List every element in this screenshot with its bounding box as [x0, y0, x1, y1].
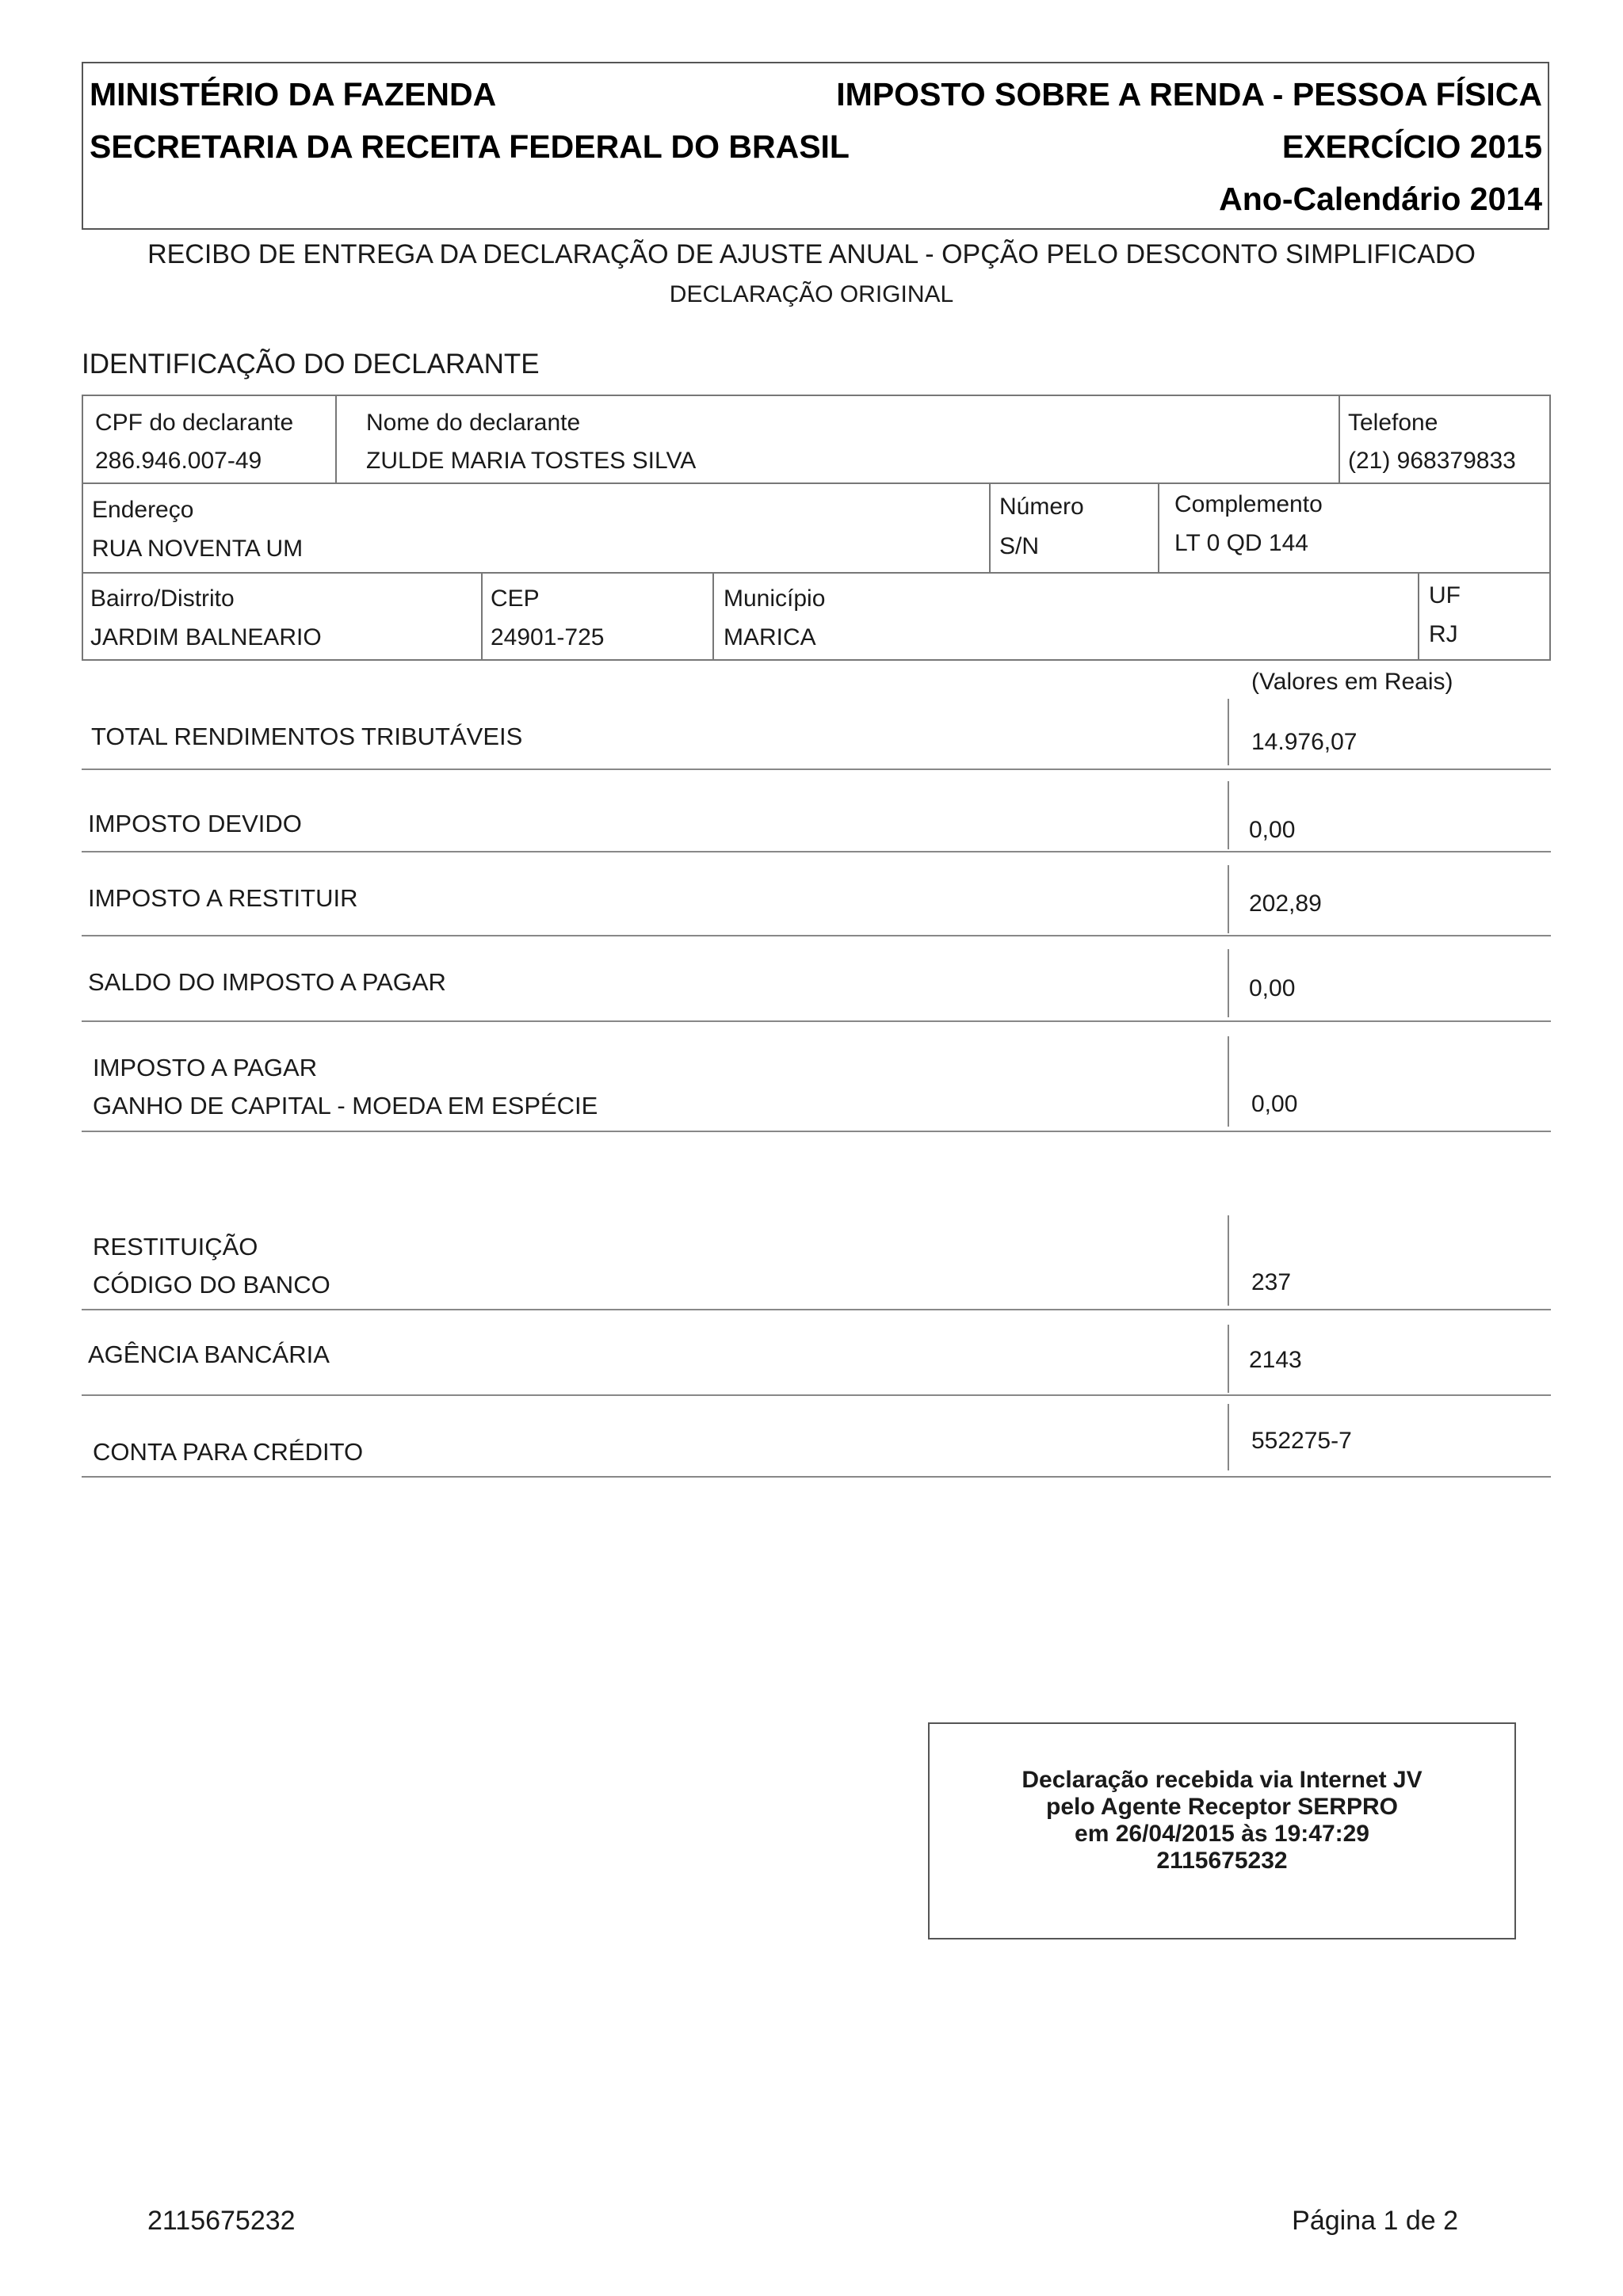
- complement-value: LT 0 QD 144: [1174, 530, 1308, 556]
- bank-code-label: CÓDIGO DO BANCO: [93, 1271, 330, 1299]
- row-separator: [82, 1309, 1551, 1310]
- total-income-label: TOTAL RENDIMENTOS TRIBUTÁVEIS: [91, 723, 523, 750]
- cell-divider: [335, 395, 337, 483]
- capital-gain-label-1: IMPOSTO A PAGAR: [93, 1054, 318, 1081]
- ministry-title: MINISTÉRIO DA FAZENDA: [90, 76, 497, 113]
- receipt-line-1: Declaração recebida via Internet JV: [1022, 1767, 1423, 1793]
- cell-divider: [712, 572, 714, 661]
- complement-label: Complemento: [1174, 491, 1323, 517]
- number-value: S/N: [999, 533, 1040, 559]
- row-separator: [82, 769, 1551, 770]
- refund-section-label: RESTITUIÇÃO: [93, 1233, 258, 1261]
- receipt-line-3: em 26/04/2015 às 19:47:29: [1075, 1821, 1369, 1847]
- row-separator: [82, 935, 1551, 936]
- agency-label: AGÊNCIA BANCÁRIA: [88, 1341, 330, 1368]
- row-separator: [82, 1476, 1551, 1478]
- account-value: 552275-7: [1251, 1428, 1352, 1454]
- cep-label: CEP: [491, 585, 540, 612]
- district-value: JARDIM BALNEARIO: [90, 624, 322, 650]
- tax-due-label: IMPOSTO DEVIDO: [88, 810, 302, 837]
- value-divider: [1228, 1325, 1229, 1393]
- cell-divider: [1158, 482, 1159, 573]
- total-income-value: 14.976,07: [1251, 729, 1358, 755]
- exercise-year: EXERCÍCIO 2015: [1281, 128, 1542, 165]
- city-value: MARICA: [724, 624, 816, 650]
- name-value: ZULDE MARIA TOSTES SILVA: [366, 448, 697, 474]
- bank-code-value: 237: [1251, 1269, 1292, 1295]
- currency-note: (Valores em Reais): [1251, 669, 1453, 695]
- row-divider: [82, 572, 1551, 574]
- receipt-line-4: 2115675232: [1156, 1848, 1288, 1874]
- uf-value: RJ: [1429, 621, 1458, 647]
- footer-receipt-number: 2115675232: [147, 2206, 296, 2236]
- row-separator: [82, 1020, 1551, 1022]
- value-divider: [1228, 781, 1229, 849]
- balance-value: 0,00: [1249, 975, 1296, 1001]
- capital-gain-value: 0,00: [1251, 1091, 1298, 1117]
- address-value: RUA NOVENTA UM: [92, 536, 304, 562]
- value-divider: [1228, 699, 1229, 765]
- cell-divider: [989, 482, 991, 573]
- secretariat-title: SECRETARIA DA RECEITA FEDERAL DO BRASIL: [90, 128, 850, 165]
- cpf-value: 286.946.007-49: [95, 448, 262, 474]
- address-label: Endereço: [92, 497, 194, 523]
- refund-value: 202,89: [1249, 891, 1322, 917]
- cell-divider: [1338, 395, 1340, 483]
- value-divider: [1228, 1215, 1229, 1306]
- capital-gain-label-2: GANHO DE CAPITAL - MOEDA EM ESPÉCIE: [93, 1092, 598, 1119]
- phone-label: Telefone: [1348, 410, 1438, 436]
- name-label: Nome do declarante: [366, 410, 581, 436]
- refund-label: IMPOSTO A RESTITUIR: [88, 884, 358, 912]
- number-label: Número: [999, 494, 1084, 520]
- identification-table: [82, 395, 1551, 661]
- cpf-label: CPF do declarante: [95, 410, 294, 436]
- value-divider: [1228, 865, 1229, 933]
- district-label: Bairro/Distrito: [90, 585, 235, 612]
- page-indicator: Página 1 de 2: [1292, 2206, 1458, 2236]
- row-divider: [82, 482, 1551, 484]
- row-separator: [82, 1131, 1551, 1132]
- calendar-year: Ano-Calendário 2014: [1219, 181, 1542, 217]
- balance-label: SALDO DO IMPOSTO A PAGAR: [88, 968, 446, 996]
- row-separator: [82, 1394, 1551, 1396]
- city-label: Município: [724, 585, 826, 612]
- value-divider: [1228, 949, 1229, 1017]
- tax-due-value: 0,00: [1249, 817, 1296, 843]
- receipt-line-2: pelo Agente Receptor SERPRO: [1046, 1794, 1398, 1820]
- phone-value: (21) 968379833: [1348, 448, 1516, 474]
- cell-divider: [1418, 572, 1419, 661]
- tax-title: IMPOSTO SOBRE A RENDA - PESSOA FÍSICA: [836, 76, 1542, 113]
- document-title: RECIBO DE ENTREGA DA DECLARAÇÃO DE AJUSTE ANUAL - OPÇÃO PELO DESCONTO SIMPLIFICADO: [147, 239, 1476, 269]
- value-divider: [1228, 1036, 1229, 1127]
- value-divider: [1228, 1404, 1229, 1470]
- cep-value: 24901-725: [491, 624, 605, 650]
- cell-divider: [481, 572, 483, 661]
- uf-label: UF: [1429, 582, 1461, 608]
- agency-value: 2143: [1249, 1347, 1302, 1373]
- row-separator: [82, 851, 1551, 852]
- document-subtitle: DECLARAÇÃO ORIGINAL: [669, 281, 954, 307]
- account-label: CONTA PARA CRÉDITO: [93, 1438, 364, 1466]
- section-title-identification: IDENTIFICAÇÃO DO DECLARANTE: [82, 349, 540, 379]
